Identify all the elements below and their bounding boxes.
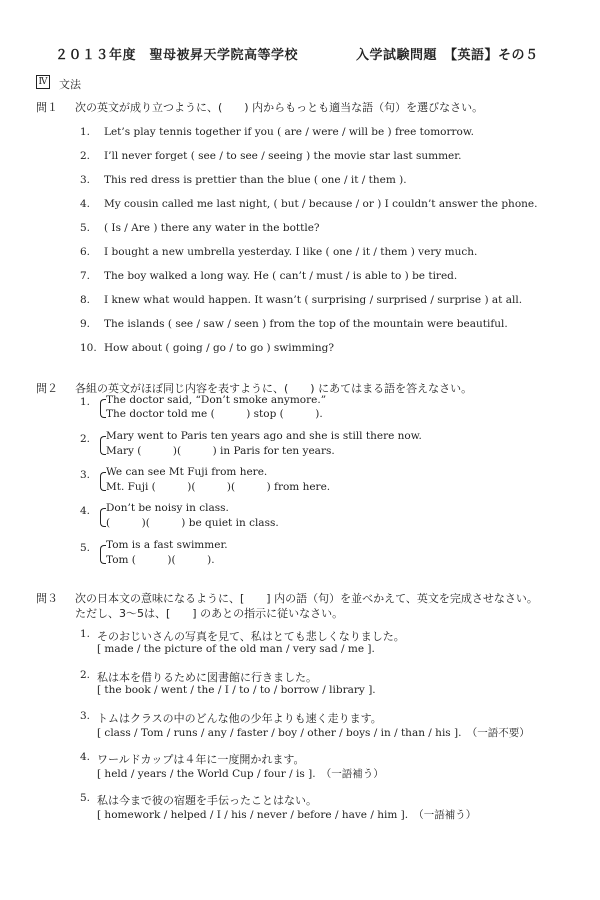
q1-item-text: How about ( going / go / to go ) swimming? (104, 342, 335, 354)
q2-sentence-b: Mt. Fuji ( )( )( ) from here. (106, 481, 331, 493)
q2-sentence-b: Mary ( )( ) in Paris for ten years. (106, 445, 335, 457)
q1-item-text: ( Is / Are ) there any water in the bottle? (104, 222, 320, 234)
q3-item-number: 4. (80, 751, 91, 763)
q3-item-number: 5. (80, 792, 91, 804)
q1-item-text: I knew what would happen. It wasn’t ( surprising / surprised / surprise ) at all. (104, 294, 523, 306)
q3-word-list: [ held / years / the World Cup / four / is ]. （一語補う） (97, 768, 384, 780)
section-title: 文法 (59, 78, 81, 91)
q1-item-number: 8. (80, 294, 91, 306)
q1-item-text: I’ll never forget ( see / to see / seeing ) the movie star last summer. (104, 150, 462, 162)
section-number-box: Ⅳ (36, 75, 50, 89)
q3-word-list: [ class / Tom / runs / any / faster / boy / other / boys / in / than / his ]. （一語不要） (97, 727, 530, 739)
q2-sentence-b: The doctor told me ( ) stop ( ). (106, 408, 323, 420)
q3-japanese-sentence: トムはクラスの中のどんな他の少年よりも速く走ります。 (97, 712, 382, 725)
q1-instruction: 次の英文が成り立つように、( ) 内からもっとも適当な語（句）を選びなさい。 (75, 101, 484, 114)
q1-item-number: 4. (80, 198, 91, 210)
q2-item-number: 4. (80, 505, 91, 517)
q3-japanese-sentence: そのおじいさんの写真を見て、私はとても悲しくなりました。 (97, 630, 405, 643)
q2-label: 問２ (36, 382, 58, 395)
q2-instruction: 各組の英文がほぼ同じ内容を表すように、( ) にあてはまる語を答えなさい。 (75, 382, 473, 395)
q3-instruction: 次の日本文の意味になるように、[ ] 内の語（句）を並べかえて、英文を完成させなさい。 (75, 592, 538, 605)
q3-item-number: 3. (80, 710, 91, 722)
q1-item-text: I bought a new umbrella yesterday. I like ( one / it / them ) very much. (104, 246, 478, 258)
q1-item-number: 5. (80, 222, 91, 234)
q3-label: 問３ (36, 592, 58, 605)
q2-item-number: 3. (80, 469, 91, 481)
q2-sentence-a: We can see Mt Fuji from here. (106, 466, 268, 478)
q3-word-list: [ the book / went / the / I / to / to / borrow / library ]. (97, 684, 376, 696)
q3-japanese-sentence: ワールドカップは４年に一度開かれます。 (97, 753, 305, 766)
q1-item-text: This red dress is prettier than the blue ( one / it / them ). (104, 174, 407, 186)
q1-item-number: 9. (80, 318, 91, 330)
q1-item-number: 6. (80, 246, 91, 258)
q3-japanese-sentence: 私は本を借りるために図書館に行きました。 (97, 671, 317, 684)
q1-item-text: The islands ( see / saw / seen ) from the top of the mountain were beautiful. (104, 318, 508, 330)
q3-japanese-sentence: 私は今まで彼の宿題を手伝ったことはない。 (97, 794, 317, 807)
q1-item-number: 3. (80, 174, 91, 186)
q2-sentence-a: Tom is a fast swimmer. (106, 539, 228, 551)
q3-item-number: 1. (80, 628, 91, 640)
q1-item-text: Let’s play tennis together if you ( are / were / will be ) free tomorrow. (104, 126, 474, 138)
q3-instruction-note: ただし、3～5は、[ ] のあとの指示に従いなさい。 (75, 607, 344, 620)
q2-item-number: 2. (80, 433, 91, 445)
q2-item-number: 5. (80, 542, 91, 554)
q2-sentence-a: Mary went to Paris ten years ago and she is still there now. (106, 430, 422, 442)
q1-item-text: My cousin called me last night, ( but / because / or ) I couldn’t answer the phone. (104, 198, 538, 210)
q1-item-number: 10. (80, 342, 97, 354)
q2-item-number: 1. (80, 396, 91, 408)
q1-label: 問１ (36, 101, 58, 114)
q2-sentence-b: ( )( ) be quiet in class. (106, 517, 279, 529)
q1-item-text: The boy walked a long way. He ( can’t / must / is able to ) be tired. (104, 270, 458, 282)
q1-item-number: 7. (80, 270, 91, 282)
q2-sentence-a: The doctor said, “Don’t smoke anymore.” (106, 394, 327, 406)
q3-item-number: 2. (80, 669, 91, 681)
exam-school-title: ２０１３年度 聖母被昇天学院高等学校 (55, 48, 299, 63)
exam-section-title: 入学試験問題 【英語】その５ (356, 48, 539, 63)
q3-word-list: [ homework / helped / I / his / never / before / have / him ]. （一語補う） (97, 809, 477, 821)
q1-item-number: 2. (80, 150, 91, 162)
q1-item-number: 1. (80, 126, 91, 138)
q3-word-list: [ made / the picture of the old man / very sad / me ]. (97, 643, 375, 655)
q2-sentence-b: Tom ( )( ). (106, 554, 215, 566)
q2-sentence-a: Don’t be noisy in class. (106, 502, 229, 514)
